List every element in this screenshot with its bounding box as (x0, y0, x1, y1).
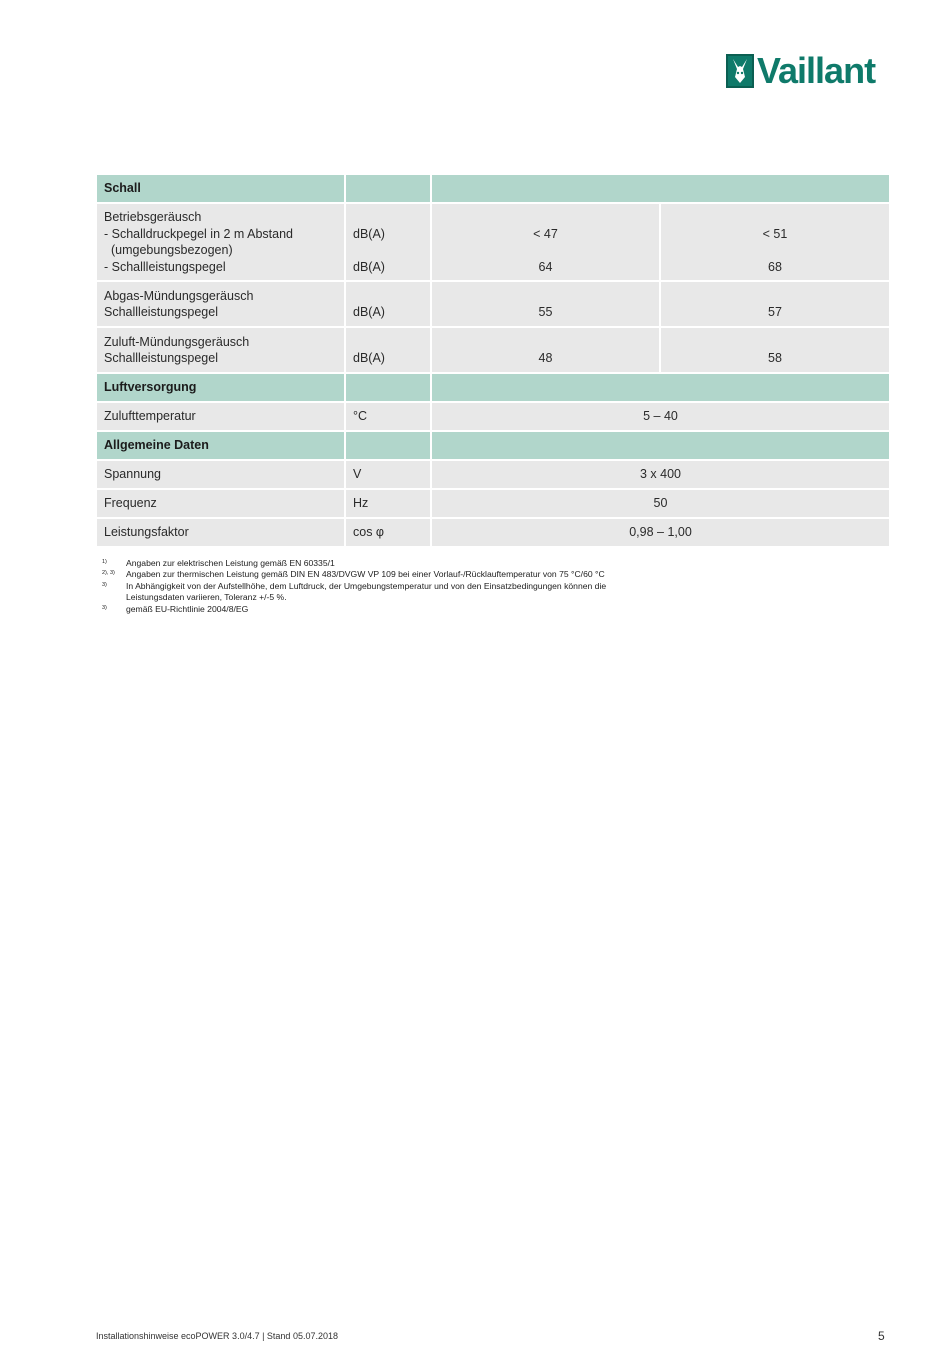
value: 50 (432, 490, 889, 517)
row-sublabel: Schallleistungspegel (104, 305, 218, 319)
unit: Hz (346, 490, 430, 517)
table-row-zuluft (97, 328, 889, 372)
footnote-text: gemäß EU-Richtlinie 2004/8/EG (126, 603, 249, 614)
page-number: 5 (878, 1329, 885, 1343)
vaillant-logo (726, 52, 878, 90)
footnote (102, 558, 802, 569)
table-row-frequenz (97, 490, 889, 517)
footnote-text: In Abhängigkeit von der Aufstellhöhe, dem Luftdruck, der Umgebungstemperatur und von den Einsatzbedingungen können die (126, 580, 607, 591)
footnote-text: Angaben zur thermischen Leistung gemäß DIN EN 483/DVGW VP 109 bei einer Vorlauf-/Rücklauftemperatur von 75 °C/60 °C (126, 569, 605, 580)
value: 68 (768, 259, 782, 274)
value: 57 (768, 305, 782, 319)
unit: V (346, 461, 430, 488)
section-title: Schall (97, 175, 344, 202)
table-row-leistungsfaktor (97, 519, 889, 546)
footnote-text: Angaben zur elektrischen Leistung gemäß EN 60335/1 (126, 558, 335, 568)
footnote (102, 581, 802, 604)
footnote-mark: 3) (102, 604, 107, 611)
footnote (102, 569, 802, 580)
section-header-allgemeine-daten (97, 432, 889, 459)
table-row-abgas (97, 282, 889, 326)
value: < 47 (533, 226, 558, 241)
row-label: Betriebsgeräusch (104, 210, 202, 224)
row-label: Leistungsfaktor (97, 519, 344, 546)
table-row-spannung (97, 461, 889, 488)
spec-table (95, 173, 891, 548)
unit: cos φ (346, 519, 430, 546)
hare-logo-icon (726, 54, 754, 88)
brand-name: Vaillant (757, 50, 876, 91)
value: < 51 (762, 226, 788, 241)
footnote-mark: 3) (102, 581, 107, 588)
row-label: Zulufttemperatur (97, 403, 344, 430)
value: 55 (538, 305, 553, 319)
section-header-schall (97, 175, 889, 202)
footnote-mark: 2), 3) (102, 570, 115, 577)
row-sublabel: Schallleistungspegel (104, 351, 218, 365)
section-title: Allgemeine Daten (97, 432, 344, 459)
value: 48 (538, 351, 553, 365)
unit: dB(A) (353, 351, 385, 365)
footnote-mark: 1) (102, 559, 107, 565)
section-title: Luftversorgung (97, 374, 344, 401)
row-label: Spannung (97, 461, 344, 488)
row-sublabel: (umgebungsbezogen) (111, 243, 233, 257)
section-header-luftversorgung (97, 374, 889, 401)
value: 0,98 – 1,00 (432, 519, 889, 546)
table-row-betriebsgeraeusch (97, 204, 889, 280)
value: 64 (538, 259, 553, 274)
row-sublabel: - Schallleistungspegel (104, 259, 226, 274)
footnotes (102, 558, 802, 615)
unit: °C (346, 403, 430, 430)
table-row-zulufttemperatur (97, 403, 889, 430)
value: 58 (768, 351, 782, 365)
unit: dB(A) (353, 259, 385, 274)
unit: dB(A) (353, 305, 385, 319)
footnote-text: Leistungsdaten variieren, Toleranz +/-5 %. (126, 592, 287, 603)
unit: dB(A) (353, 226, 385, 241)
row-label: Frequenz (97, 490, 344, 517)
footnote (102, 604, 802, 615)
footer-document-info: Installationshinweise ecoPOWER 3.0/4.7 | Stand 05.07.2018 (96, 1331, 338, 1341)
value: 5 – 40 (432, 403, 889, 430)
row-label: Zuluft-Mündungsgeräusch (104, 334, 250, 349)
row-sublabel: - Schalldruckpegel in 2 m Abstand (104, 226, 293, 241)
row-label: Abgas-Mündungsgeräusch (104, 288, 254, 303)
value: 3 x 400 (432, 461, 889, 488)
